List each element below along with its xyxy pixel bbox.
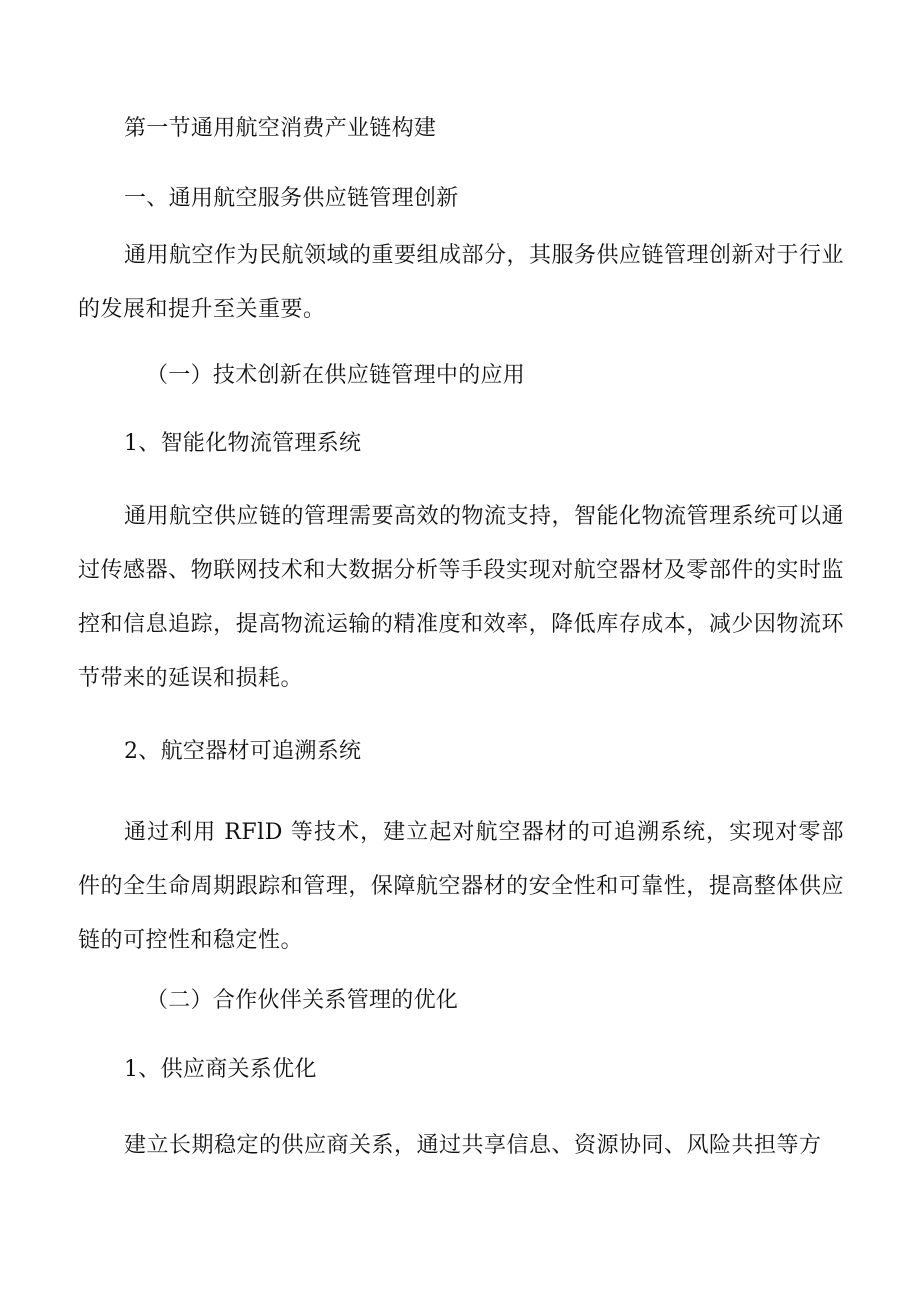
paragraph-logistics: 通用航空供应链的管理需要高效的物流支持，智能化物流管理系统可以通过传感器、物联网技术和大数据分析等手段实现对航空器材及零部件的实时监控和信息追踪，提高物流运输的精准度和效率，降低库存成本，减少因物流环节带来的延误和损耗。 — [78, 504, 845, 691]
item-heading-logistics: 1、智能化物流管理系统 — [124, 431, 362, 456]
paragraph-intro: 通用航空作为民航领域的重要组成部分，其服务供应链管理创新对于行业的发展和提升至关重要。 — [78, 243, 845, 322]
sub-heading-technology: （一）技术创新在供应链管理中的应用 — [146, 363, 526, 388]
sub-heading-partnership: （二）合作伙伴关系管理的优化 — [146, 988, 459, 1013]
paragraph-supplier: 建立长期稳定的供应商关系，通过共享信息、资源协同、风险共担等方 — [124, 1133, 822, 1158]
item-heading-supplier: 1、供应商关系优化 — [124, 1057, 317, 1082]
heading-level-1: 一、通用航空服务供应链管理创新 — [124, 186, 459, 211]
section-title: 第一节通用航空消费产业链构建 — [124, 116, 437, 141]
item-heading-traceability: 2、航空器材可追溯系统 — [124, 739, 362, 764]
paragraph-traceability: 通过利用 RFlD 等技术，建立起对航空器材的可追溯系统，实现对零部件的全生命周期跟踪和管理，保障航空器材的安全性和可靠性，提高整体供应链的可控性和稳定性。 — [78, 820, 844, 953]
